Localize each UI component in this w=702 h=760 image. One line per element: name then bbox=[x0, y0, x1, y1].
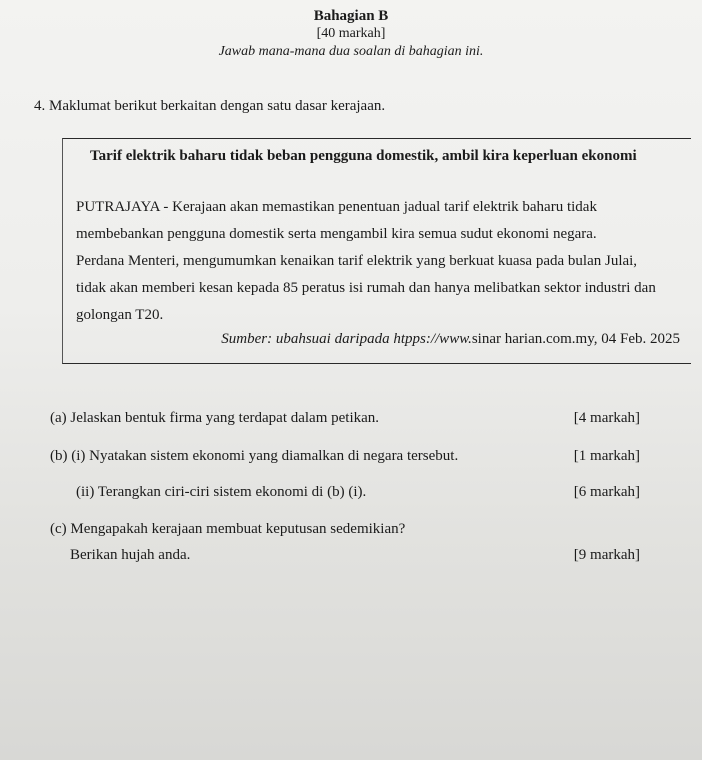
article-line: Perdana Menteri, mengumumkan kenaikan tarif elektrik yang berkuat kuasa pada bulan Julai, bbox=[76, 253, 638, 269]
section-instruction: Jawab mana-mana dua soalan di bahagian ini. bbox=[218, 44, 484, 59]
subquestion-b-ii: (ii) Terangkan ciri-ciri sistem ekonomi di (b) (i). bbox=[76, 484, 367, 500]
marks-b-ii: [6 markah] bbox=[573, 484, 640, 500]
subquestion-c-prompt: Berikan hujah anda. bbox=[70, 547, 191, 563]
section-title: Bahagian B bbox=[313, 8, 389, 24]
subquestion-c: (c) Mengapakah kerajaan membuat keputusan sedemikian? bbox=[50, 521, 406, 537]
section-marks: [40 markah] bbox=[316, 26, 386, 41]
question-stem: 4. Maklumat berikut berkaitan dengan satu dasar kerajaan. bbox=[34, 98, 386, 114]
marks-b-i: [1 markah] bbox=[573, 448, 640, 464]
article-line: membebankan pengguna domestik serta mengambil kira semua sudut ekonomi negara. bbox=[76, 226, 597, 242]
source-prefix: Sumber: ubahsuai daripada htpps://www. bbox=[221, 331, 472, 347]
article-line: tidak akan memberi kesan kepada 85 peratus isi rumah dan hanya melibatkan sektor industri dan bbox=[76, 280, 656, 296]
article-line: PUTRAJAYA - Kerajaan akan memastikan penentuan jadual tarif elektrik baharu tidak bbox=[76, 199, 597, 215]
subquestion-b-i: (b) (i) Nyatakan sistem ekonomi yang diamalkan di negara tersebut. bbox=[50, 448, 459, 464]
article-line: golongan T20. bbox=[76, 307, 164, 323]
article-source bbox=[221, 331, 680, 348]
marks-c: [9 markah] bbox=[573, 547, 640, 563]
subquestion-a: (a) Jelaskan bentuk firma yang terdapat dalam petikan. bbox=[50, 410, 380, 426]
source-suffix: sinar harian.com.my, 04 Feb. 2025 bbox=[471, 331, 680, 347]
marks-a: [4 markah] bbox=[573, 410, 640, 426]
article-headline: Tarif elektrik baharu tidak beban pengguna domestik, ambil kira keperluan ekonomi bbox=[90, 148, 637, 164]
